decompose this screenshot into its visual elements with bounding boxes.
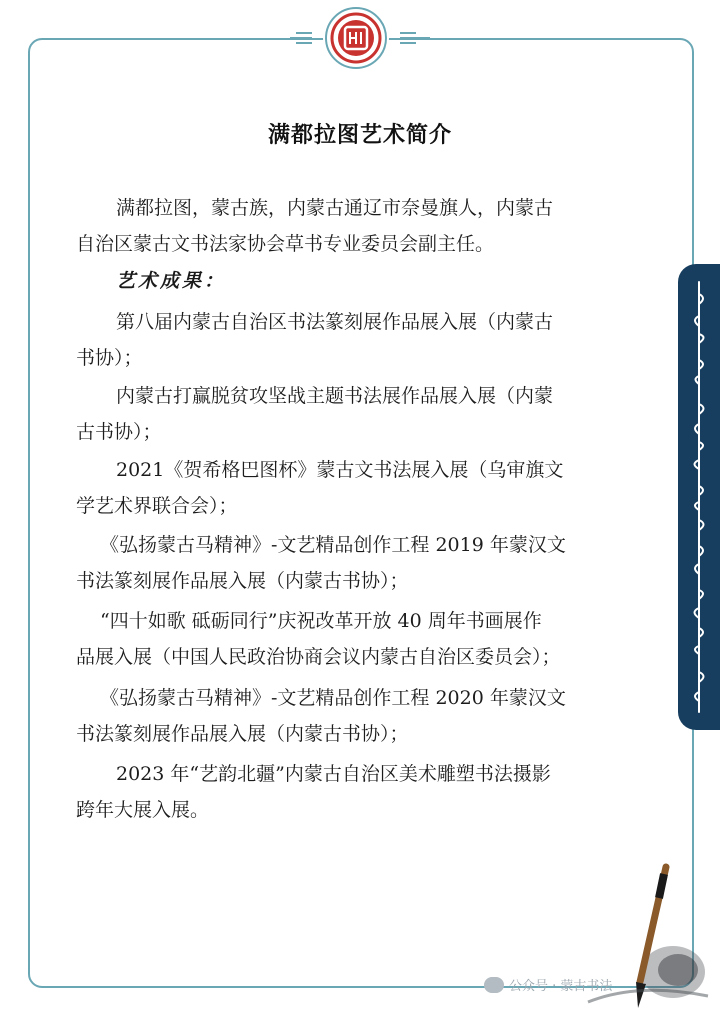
achievement-line: “四十如歌 砥砺同行”庆祝改革开放 40 周年书画展作 <box>100 610 542 632</box>
achievement-line: 跨年大展入展。 <box>76 799 210 821</box>
achievement-item <box>76 680 636 752</box>
achievement-item <box>76 756 636 828</box>
achievement-item <box>76 378 636 450</box>
top-ornament <box>290 6 430 70</box>
achievement-line: 内蒙古打赢脱贫攻坚战主题书法展作品展入展（内蒙 <box>116 385 554 407</box>
achievement-item <box>76 527 636 599</box>
watermark-text: 公众号 · 蒙古书法 <box>509 979 613 994</box>
achievement-line: 书法篆刻展作品展入展（内蒙古书协）； <box>76 570 409 592</box>
achievement-line: 品展入展（中国人民政治协商会议内蒙古自治区委员会）； <box>76 646 561 668</box>
wechat-icon <box>484 977 504 993</box>
achievement-line: 第八届内蒙古自治区书法篆刻展作品展入展（内蒙古 <box>116 311 554 333</box>
achievement-line: 2023 年“艺韵北疆”内蒙古自治区美术雕塑书法摄影 <box>116 763 551 785</box>
intro-line-1: 满都拉图，蒙古族，内蒙古通辽市奈曼旗人，内蒙古 <box>116 197 554 219</box>
intro-paragraph <box>76 190 636 262</box>
watermark <box>484 975 612 994</box>
achievement-line: 《弘扬蒙古马精神》-文艺精品创作工程 2020 年蒙汉文 <box>100 687 566 709</box>
achievement-line: 学艺术界联合会）； <box>76 495 238 517</box>
page-title: 满都拉图艺术简介 <box>267 122 452 148</box>
achievement-line: 2021《贺希格巴图杯》蒙古文书法展入展（乌审旗文 <box>116 459 564 481</box>
achievement-item <box>76 304 636 376</box>
seal-emblem-icon <box>323 6 389 70</box>
achievement-line: 书协）； <box>76 347 143 369</box>
mongolian-script-side-tab <box>678 264 720 730</box>
achievement-item <box>76 452 636 524</box>
achievement-line: 《弘扬蒙古马精神》-文艺精品创作工程 2019 年蒙汉文 <box>100 534 566 556</box>
intro-line-2: 自治区蒙古文书法家协会草书专业委员会副主任。 <box>76 233 495 255</box>
achievement-item <box>76 603 636 675</box>
achievements-heading: 艺术成果： <box>116 270 227 292</box>
mongolian-script-icon <box>678 264 720 730</box>
achievement-line: 书法篆刻展作品展入展（内蒙古书协）； <box>76 723 409 745</box>
achievement-line: 古书协）； <box>76 421 162 443</box>
